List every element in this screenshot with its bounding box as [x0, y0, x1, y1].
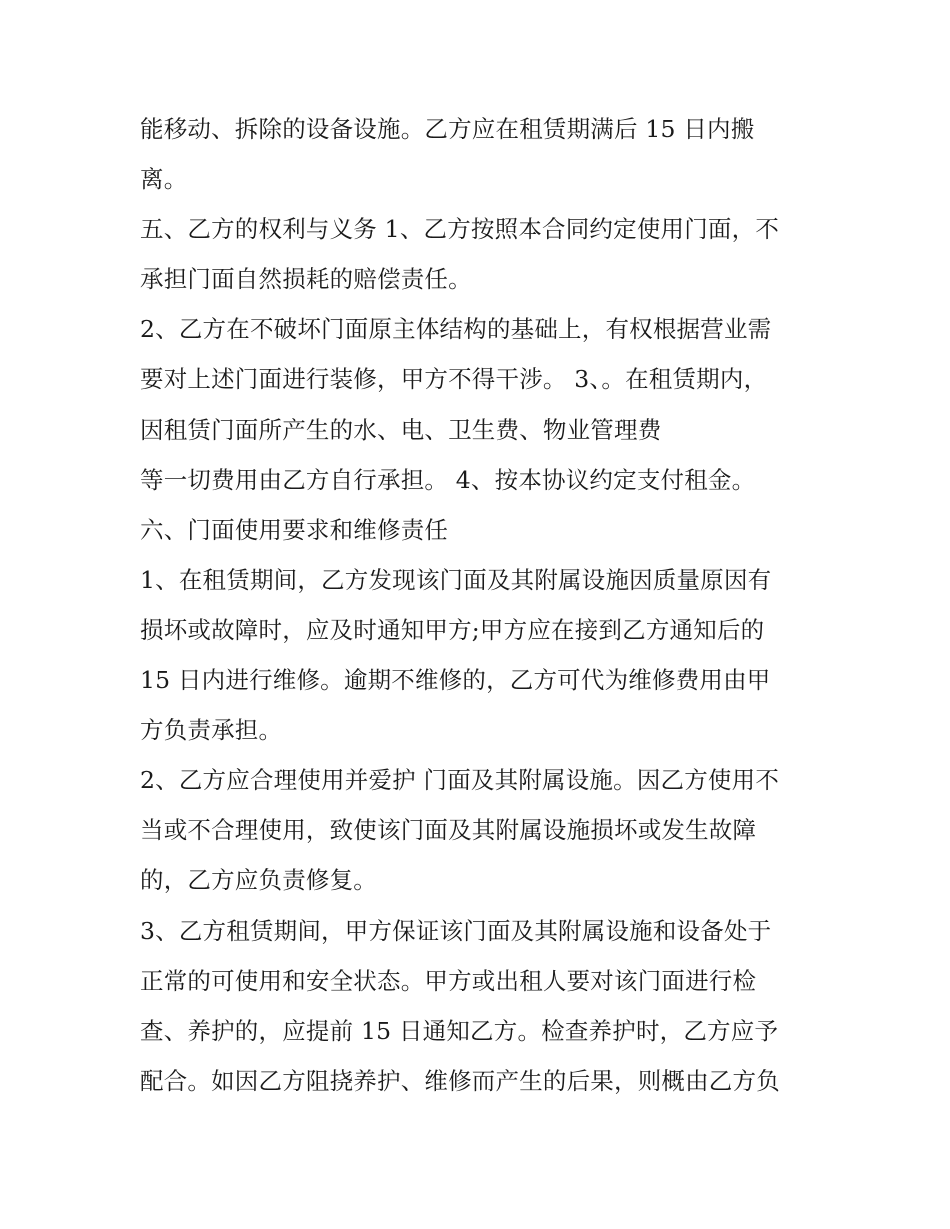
text-line: 15 日内进行维修。逾期不维修的，乙方可代为维修费用由甲: [140, 666, 771, 695]
text-line: 等一切费用由乙方自行承担。 4、按本协议约定支付租金。: [140, 465, 756, 494]
text-line: 2、乙方在不破坏门面原主体结构的基础上，有权根据营业需: [140, 315, 772, 344]
text-line: 当或不合理使用，致使该门面及其附属设施损坏或发生故障: [140, 816, 757, 845]
text-line: 方负责承担。: [140, 716, 283, 745]
text-line: 损坏或故障时，应及时通知甲方;甲方应在接到乙方通知后的: [140, 615, 765, 644]
text-line: 离。: [140, 165, 188, 194]
text-line: 正常的可使用和安全状态。甲方或出租人要对该门面进行检: [140, 966, 757, 995]
text-line: 查、养护的，应提前 15 日通知乙方。检查养护时，乙方应予: [140, 1016, 779, 1045]
text-line: 能移动、拆除的设备设施。乙方应在租赁期满后 15 日内搬: [140, 115, 755, 143]
text-line: 的，乙方应负责修复。: [140, 866, 377, 895]
text-line: 1、在租赁期间，乙方发现该门面及其附属设施因质量原因有: [140, 565, 772, 594]
text-line: 3、乙方租赁期间，甲方保证该门面及其附属设施和设备处于: [140, 916, 772, 945]
text-line: 配合。如因乙方阻挠养护、维修而产生的后果，则概由乙方负: [140, 1066, 780, 1095]
text-line: 2、乙方应合理使用并爱护 门面及其附属设施。因乙方使用不: [140, 766, 780, 795]
text-line: 要对上述门面进行装修，甲方不得干涉。 3、。在租赁期内，: [140, 365, 768, 394]
text-line: 因租赁门面所产生的水、电、卫生费、物业管理费: [140, 415, 662, 444]
section-five-heading-line: 五、乙方的权利与义务 1、乙方按照本合同约定使用门面，不: [140, 215, 780, 244]
text-line: 承担门面自然损耗的赔偿责任。: [140, 265, 472, 294]
section-six-heading: 六、门面使用要求和维修责任: [140, 515, 449, 544]
document-body: [140, 104, 820, 1106]
